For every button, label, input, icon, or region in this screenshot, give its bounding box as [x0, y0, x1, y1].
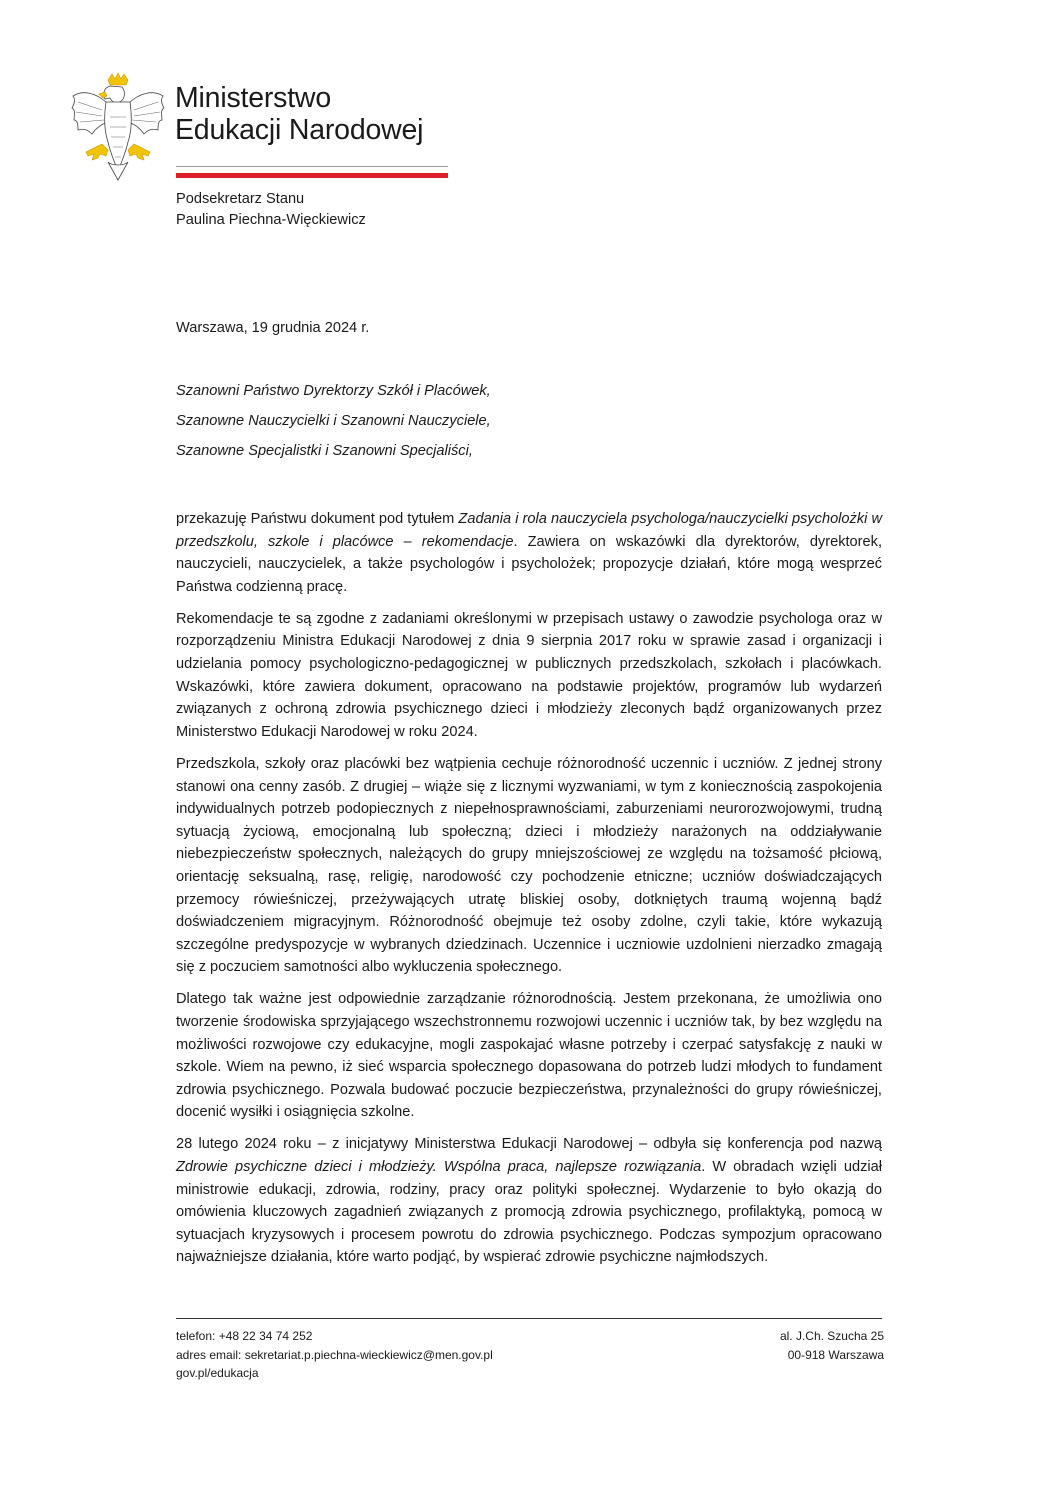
signer-name: Paulina Piechna-Więckiewicz	[176, 212, 366, 228]
footer-address	[700, 1327, 884, 1364]
footer-rule	[176, 1318, 882, 1319]
letter-body	[176, 508, 882, 1279]
salutation-line: Szanowne Nauczycielki i Szanowni Nauczyciele,	[176, 413, 491, 429]
signer-title: Podsekretarz Stanu	[176, 191, 305, 207]
polish-eagle-emblem-icon	[68, 72, 168, 182]
paragraph-text: 28 lutego 2024 roku – z inicjatywy Ministerstwa Edukacji Narodowej – odbyła się konferencja pod nazwą	[176, 1136, 882, 1153]
ministry-name-line1: Ministerstwo	[175, 82, 331, 114]
footer-email: adres email: sekretariat.p.piechna-wieckiewicz@men.gov.pl	[176, 1347, 493, 1362]
signer-block	[176, 189, 366, 231]
header-red-bar	[176, 173, 448, 178]
paragraph-3: Przedszkola, szkoły oraz placówki bez wątpienia cechuje różnorodność uczennic i uczniów. Z jednej strony stanowi ona cenny zasób. Z drugiej – wiąże się z licznymi wyzwaniami, w tym z koniecznością zaspokojenia indywidualnych potrzeb podopiecznych z niepełnosprawnościami, zaburzeniami neurorozwojowymi, trudną sytuacją życiową, emocjonalną lub społeczną; dzieci i młodzieży narażonych na oddziaływanie niebezpieczeństw społecznych, należących do grupy mniejszościowej ze względu na tożsamość płciową, orientację seksualną, rasę, religię, narodowość czy pochodzenie etniczne; uczniów doświadczających przemocy rówieśniczej, przeżywających utratę bliskiej osoby, dotkniętych traumą wojenną bądź doświadczeniem migracyjnym. Różnorodność obejmuje też osoby zdolne, czyli takie, które wykazują szczególne predyspozycje w wybranych dziedzinach. Uczennice i uczniowie uzdolnieni nierzadko zmagają się z poczuciem samotności albo wykluczenia społecznego.	[176, 755, 882, 976]
document-title: Zadania i rola nauczyciela psychologa/nauczycielki psycholożki w przedszkolu, szkole i placówce – rekomendacje	[176, 511, 882, 550]
salutation-line: Szanowni Państwo Dyrektorzy Szkół i Placówek,	[176, 383, 491, 399]
ministry-name	[175, 82, 423, 146]
paragraph-2: Rekomendacje te są zgodne z zadaniami określonymi w przepisach ustawy o zawodzie psychologa oraz w rozporządzeniu Ministra Edukacji Narodowej z dnia 9 sierpnia 2017 roku w sprawie zasad i organizacji i udzielania pomocy psychologiczno-pedagogicznej w publicznych przedszkolach, szkołach i placówkach. Wskazówki, które zawiera dokument, opracowano na podstawie projektów, programów lub wydarzeń związanych z ochroną zdrowia psychicznego dzieci i młodzieży zleconych bądź organizowanych przez Ministerstwo Edukacji Narodowej w roku 2024.	[176, 610, 882, 740]
footer-address-line2: 00-918 Warszawa	[787, 1347, 884, 1362]
conference-title: Zdrowie psychiczne dzieci i młodzieży. Wspólna praca, najlepsze rozwiązania	[176, 1159, 702, 1176]
salutations	[176, 376, 491, 466]
header-gray-rule	[176, 166, 448, 167]
paragraph-text: . Zawiera on wskazówki dla dyrektorów, dyrektorek, nauczycieli, nauczycielek, a także psychologów i psycholożek; propozycje działań, które mogą wesprzeć Państwa codzienną pracę.	[176, 533, 883, 595]
paragraph-text: przekazuję Państwu dokument pod tytułem	[176, 511, 459, 527]
paragraph-4: Dlatego tak ważne jest odpowiednie zarządzanie różnorodnością. Jestem przekonana, że umożliwia ono tworzenie środowiska sprzyjającego wszechstronnemu rozwojowi uczennic i uczniów tak, by bez względu na możliwości rozwojowe czy edukacyjne, mogli zaspokajać własne potrzeby i czerpać satysfakcję z nauki w szkole. Wiem na pewno, iż sieć wsparcia społecznego dopasowana do potrzeb ludzi młodych to fundament zdrowia psychicznego. Pozwala budować poczucie bezpieczeństwa, przynależności do grupy rówieśniczej, docenić wysiłki i osiągnięcia szkolne.	[176, 991, 882, 1121]
paragraph-1	[176, 508, 882, 598]
paragraph-text: . W obradach wzięli udział ministrowie edukacji, zdrowia, rodziny, pracy oraz polityki społecznej. Wydarzenie to było okazją do omówienia kluczowych zagadnień związanych z promocją zdrowia psychicznego, profilaktyką, pomocą w sytuacjach kryzysowych i procesem powrotu do zdrowia psychicznego. Podczas sympozjum opracowano najważniejsze działania, które warto podjąć, by wspierać zdrowie psychiczne najmłodszych.	[176, 1159, 882, 1266]
paragraph-5	[176, 1133, 882, 1269]
footer-phone: telefon: +48 22 34 74 252	[176, 1329, 313, 1343]
footer-address-line1: al. J.Ch. Szucha 25	[779, 1329, 884, 1343]
letter-date: Warszawa, 19 grudnia 2024 r.	[176, 320, 370, 336]
salutation-line: Szanowne Specjalistki i Szanowni Specjaliści,	[176, 443, 473, 459]
ministry-name-line2: Edukacji Narodowej	[175, 114, 424, 146]
footer-contact	[176, 1327, 493, 1383]
footer-website: gov.pl/edukacja	[176, 1366, 259, 1380]
